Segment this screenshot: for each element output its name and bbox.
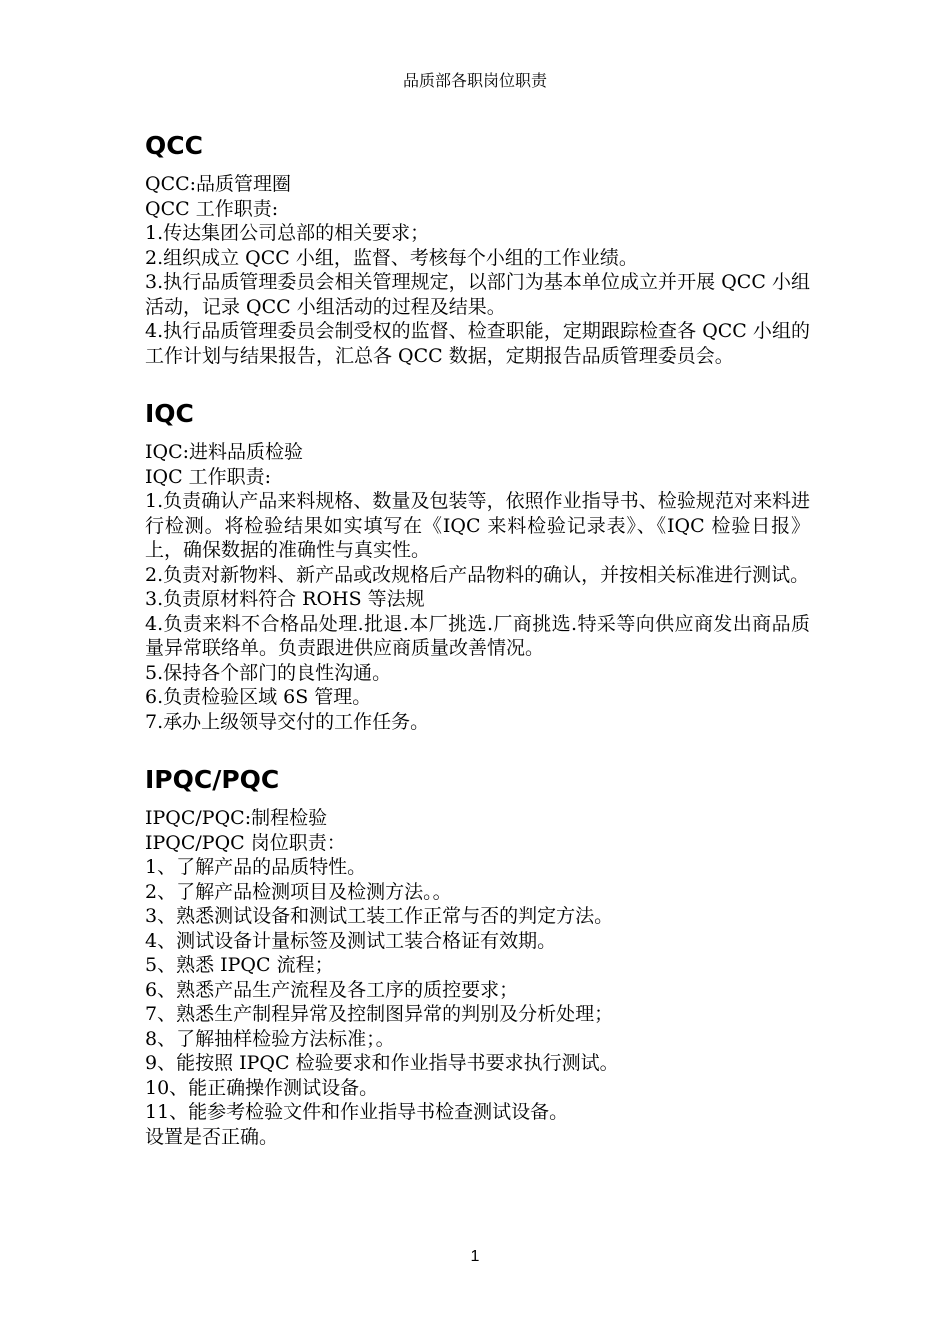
- section-iqc: [145, 396, 810, 734]
- paragraph: 11、能参考检验文件和作业指导书检查测试设备。: [145, 1101, 569, 1123]
- section-ipqc-pqc: [145, 762, 810, 1149]
- section-qcc: [145, 128, 810, 368]
- paragraph: 3、熟悉测试设备和测试工装工作正常与否的判定方法。: [145, 905, 614, 927]
- paragraph: IPQC/PQC:制程检验: [145, 807, 328, 829]
- paragraph: 1、了解产品的品质特性。: [145, 856, 367, 878]
- paragraph: 1.负责确认产品来料规格、数量及包装等，依照作业指导书、检验规范对来料进行检测。将检验结果如实填写在《IQC 来料检验记录表》、《IQC 检验日报》上，确保数据的准确性与真实性。: [145, 490, 810, 561]
- paragraph: IQC 工作职责:: [145, 465, 272, 488]
- document-body: [145, 128, 810, 1149]
- paragraph: IPQC/PQC 岗位职责：: [145, 831, 346, 854]
- page-header: 品质部各职岗位职责: [402, 71, 547, 90]
- paragraph: 4、测试设备计量标签及测试工装合格证有效期。: [145, 929, 557, 952]
- paragraph: 9、能按照 IPQC 检验要求和作业指导书要求执行测试。: [145, 1052, 619, 1074]
- paragraph: QCC 工作职责:: [145, 197, 279, 220]
- paragraph: 2.组织成立 QCC 小组，监督、考核每个小组的工作业绩。: [145, 246, 638, 269]
- section-heading: QCC: [145, 131, 203, 160]
- paragraph: 5.保持各个部门的良性沟通。: [145, 661, 392, 684]
- paragraph: 10、能正确操作测试设备。: [145, 1076, 379, 1099]
- paragraph: 6、熟悉产品生产流程及各工序的质控要求；: [145, 978, 519, 1001]
- paragraph: 1.传达集团公司总部的相关要求；: [145, 222, 430, 244]
- paragraph: 7.承办上级领导交付的工作任务。: [145, 710, 430, 733]
- paragraph: QCC:品质管理圈: [145, 173, 292, 195]
- paragraph: 4.执行品质管理委员会制受权的监督、检查职能，定期跟踪检查各 QCC 小组的工作计划与结果报告，汇总各 QCC 数据，定期报告品质管理委员会。: [145, 320, 810, 367]
- paragraph: 3.负责原材料符合 ROHS 等法规: [145, 588, 425, 610]
- paragraph: 2、了解产品检测项目及检测方法。。: [145, 880, 452, 903]
- paragraph: 7、熟悉生产制程异常及控制图异常的判别及分析处理；: [145, 1003, 614, 1025]
- paragraph: 4.负责来料不合格品处理.批退.本厂挑选.厂商挑选.特采等向供应商发出商品质量异常联络单。负责跟进供应商质量改善情况。: [145, 612, 810, 659]
- paragraph: 3.执行品质管理委员会相关管理规定，以部门为基本单位成立并开展 QCC 小组活动，记录 QCC 小组活动的过程及结果。: [145, 271, 810, 318]
- paragraph: IQC:进料品质检验: [145, 441, 304, 463]
- paragraph: 6.负责检验区域 6S 管理。: [145, 686, 372, 708]
- paragraph: 设置是否正确。: [145, 1125, 279, 1148]
- section-heading: IQC: [145, 399, 194, 428]
- paragraph: 2.负责对新物料、新产品或改规格后产品物料的确认，并按相关标准进行测试。: [145, 563, 810, 586]
- page-number: 1: [470, 1248, 480, 1265]
- section-heading: IPQC/PQC: [145, 765, 280, 794]
- paragraph: 8、了解抽样检验方法标准；。: [145, 1027, 395, 1050]
- paragraph: 5、熟悉 IPQC 流程；: [145, 954, 334, 976]
